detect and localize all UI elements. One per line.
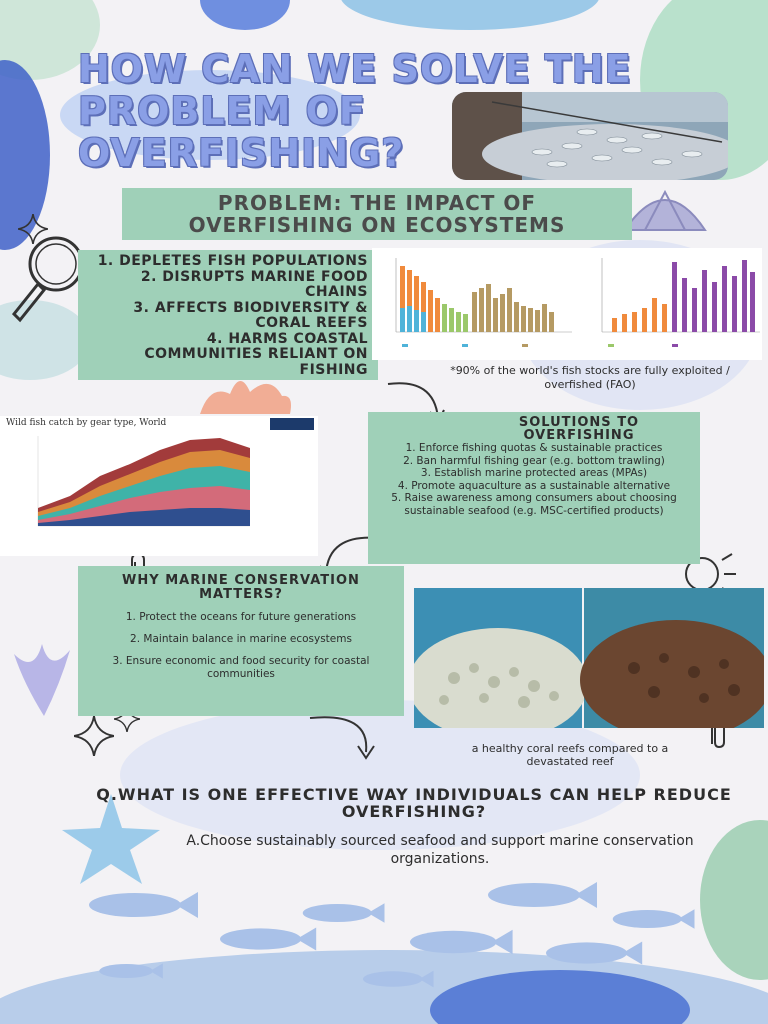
title-line-2: PROBLEM OF bbox=[78, 89, 366, 133]
sparkle-icon bbox=[18, 214, 48, 244]
sparkle-icon bbox=[74, 716, 114, 756]
coral-comparison-photo bbox=[414, 588, 764, 728]
impact-item: 1. DEPLETES FISH POPULATIONS bbox=[97, 253, 368, 269]
fish-icon bbox=[474, 878, 604, 912]
fish-icon bbox=[94, 960, 164, 982]
fishery-charts-image bbox=[372, 248, 762, 360]
fish-icon bbox=[296, 900, 386, 926]
bg-blob-top-right bbox=[340, 0, 600, 30]
stat-note: *90% of the world's fish stocks are fully exploited / overfished (FAO) bbox=[450, 364, 730, 391]
fish-icon bbox=[210, 924, 320, 954]
why-item: 2. Maintain balance in marine ecosystems bbox=[130, 633, 352, 645]
title-line-3: OVERFISHING? bbox=[78, 131, 405, 175]
fish-icon bbox=[356, 968, 436, 990]
why-item: 1. Protect the oceans for future generations bbox=[125, 611, 357, 623]
why-conservation-panel bbox=[78, 566, 404, 716]
impact-item: 2. DISRUPTS MARINE FOOD CHAINS bbox=[140, 268, 368, 300]
title-line-1: HOW CAN WE SOLVE THE bbox=[78, 47, 632, 91]
chart-title: Wild fish catch by gear type, World bbox=[6, 418, 167, 428]
page-title bbox=[78, 47, 632, 175]
solution-item: 5. Raise awareness among consumers about choosing sustainable seafood (e.g. MSC-certified products) bbox=[391, 492, 677, 517]
bg-blob-top-mid bbox=[200, 0, 290, 30]
banner-line-1: PROBLEM: THE IMPACT OF bbox=[217, 191, 537, 215]
solution-item: 1. Enforce fishing quotas & sustainable practices bbox=[405, 442, 663, 454]
solution-item: 4. Promote aquaculture as a sustainable alternative bbox=[397, 479, 671, 492]
solutions-heading: SOLUTIONS TO OVERFISHING bbox=[518, 415, 640, 443]
impact-item: 4. HARMS COASTAL COMMUNITIES RELIANT ON FISHING bbox=[144, 330, 368, 378]
solution-item: 3. Establish marine protected areas (MPAs) bbox=[420, 467, 648, 479]
answer-text: A.Choose sustainably sourced seafood and support marine conservation organizations. bbox=[186, 833, 694, 867]
curved-arrow-icon bbox=[300, 712, 380, 768]
seashell-icon bbox=[620, 180, 710, 240]
coral-caption: a healthy coral reefs compared to a devastated reef bbox=[471, 742, 669, 768]
wild-fish-catch-chart bbox=[0, 416, 318, 556]
question-text: Q.WHAT IS ONE EFFECTIVE WAY INDIVIDUALS CAN HELP REDUCE OVERFISHING? bbox=[96, 785, 732, 821]
fishing-net-photo bbox=[452, 92, 728, 180]
why-item: 3. Ensure economic and food security for coastal communities bbox=[112, 655, 370, 680]
coral-decoration-icon bbox=[4, 624, 84, 720]
fish-icon bbox=[606, 906, 696, 932]
why-heading: WHY MARINE CONSERVATION MATTERS? bbox=[122, 573, 360, 602]
fish-icon bbox=[80, 888, 200, 922]
impacts-list bbox=[78, 250, 378, 380]
impact-item: 3. AFFECTS BIODIVERSITY & CORAL REEFS bbox=[133, 299, 368, 331]
solution-item: 2. Ban harmful fishing gear (e.g. bottom trawling) bbox=[403, 454, 665, 467]
fish-icon bbox=[536, 938, 646, 968]
problem-banner bbox=[122, 188, 632, 240]
solutions-panel bbox=[368, 412, 700, 564]
banner-line-2: OVERFISHING ON ECOSYSTEMS bbox=[188, 213, 566, 237]
fish-icon bbox=[398, 926, 518, 958]
